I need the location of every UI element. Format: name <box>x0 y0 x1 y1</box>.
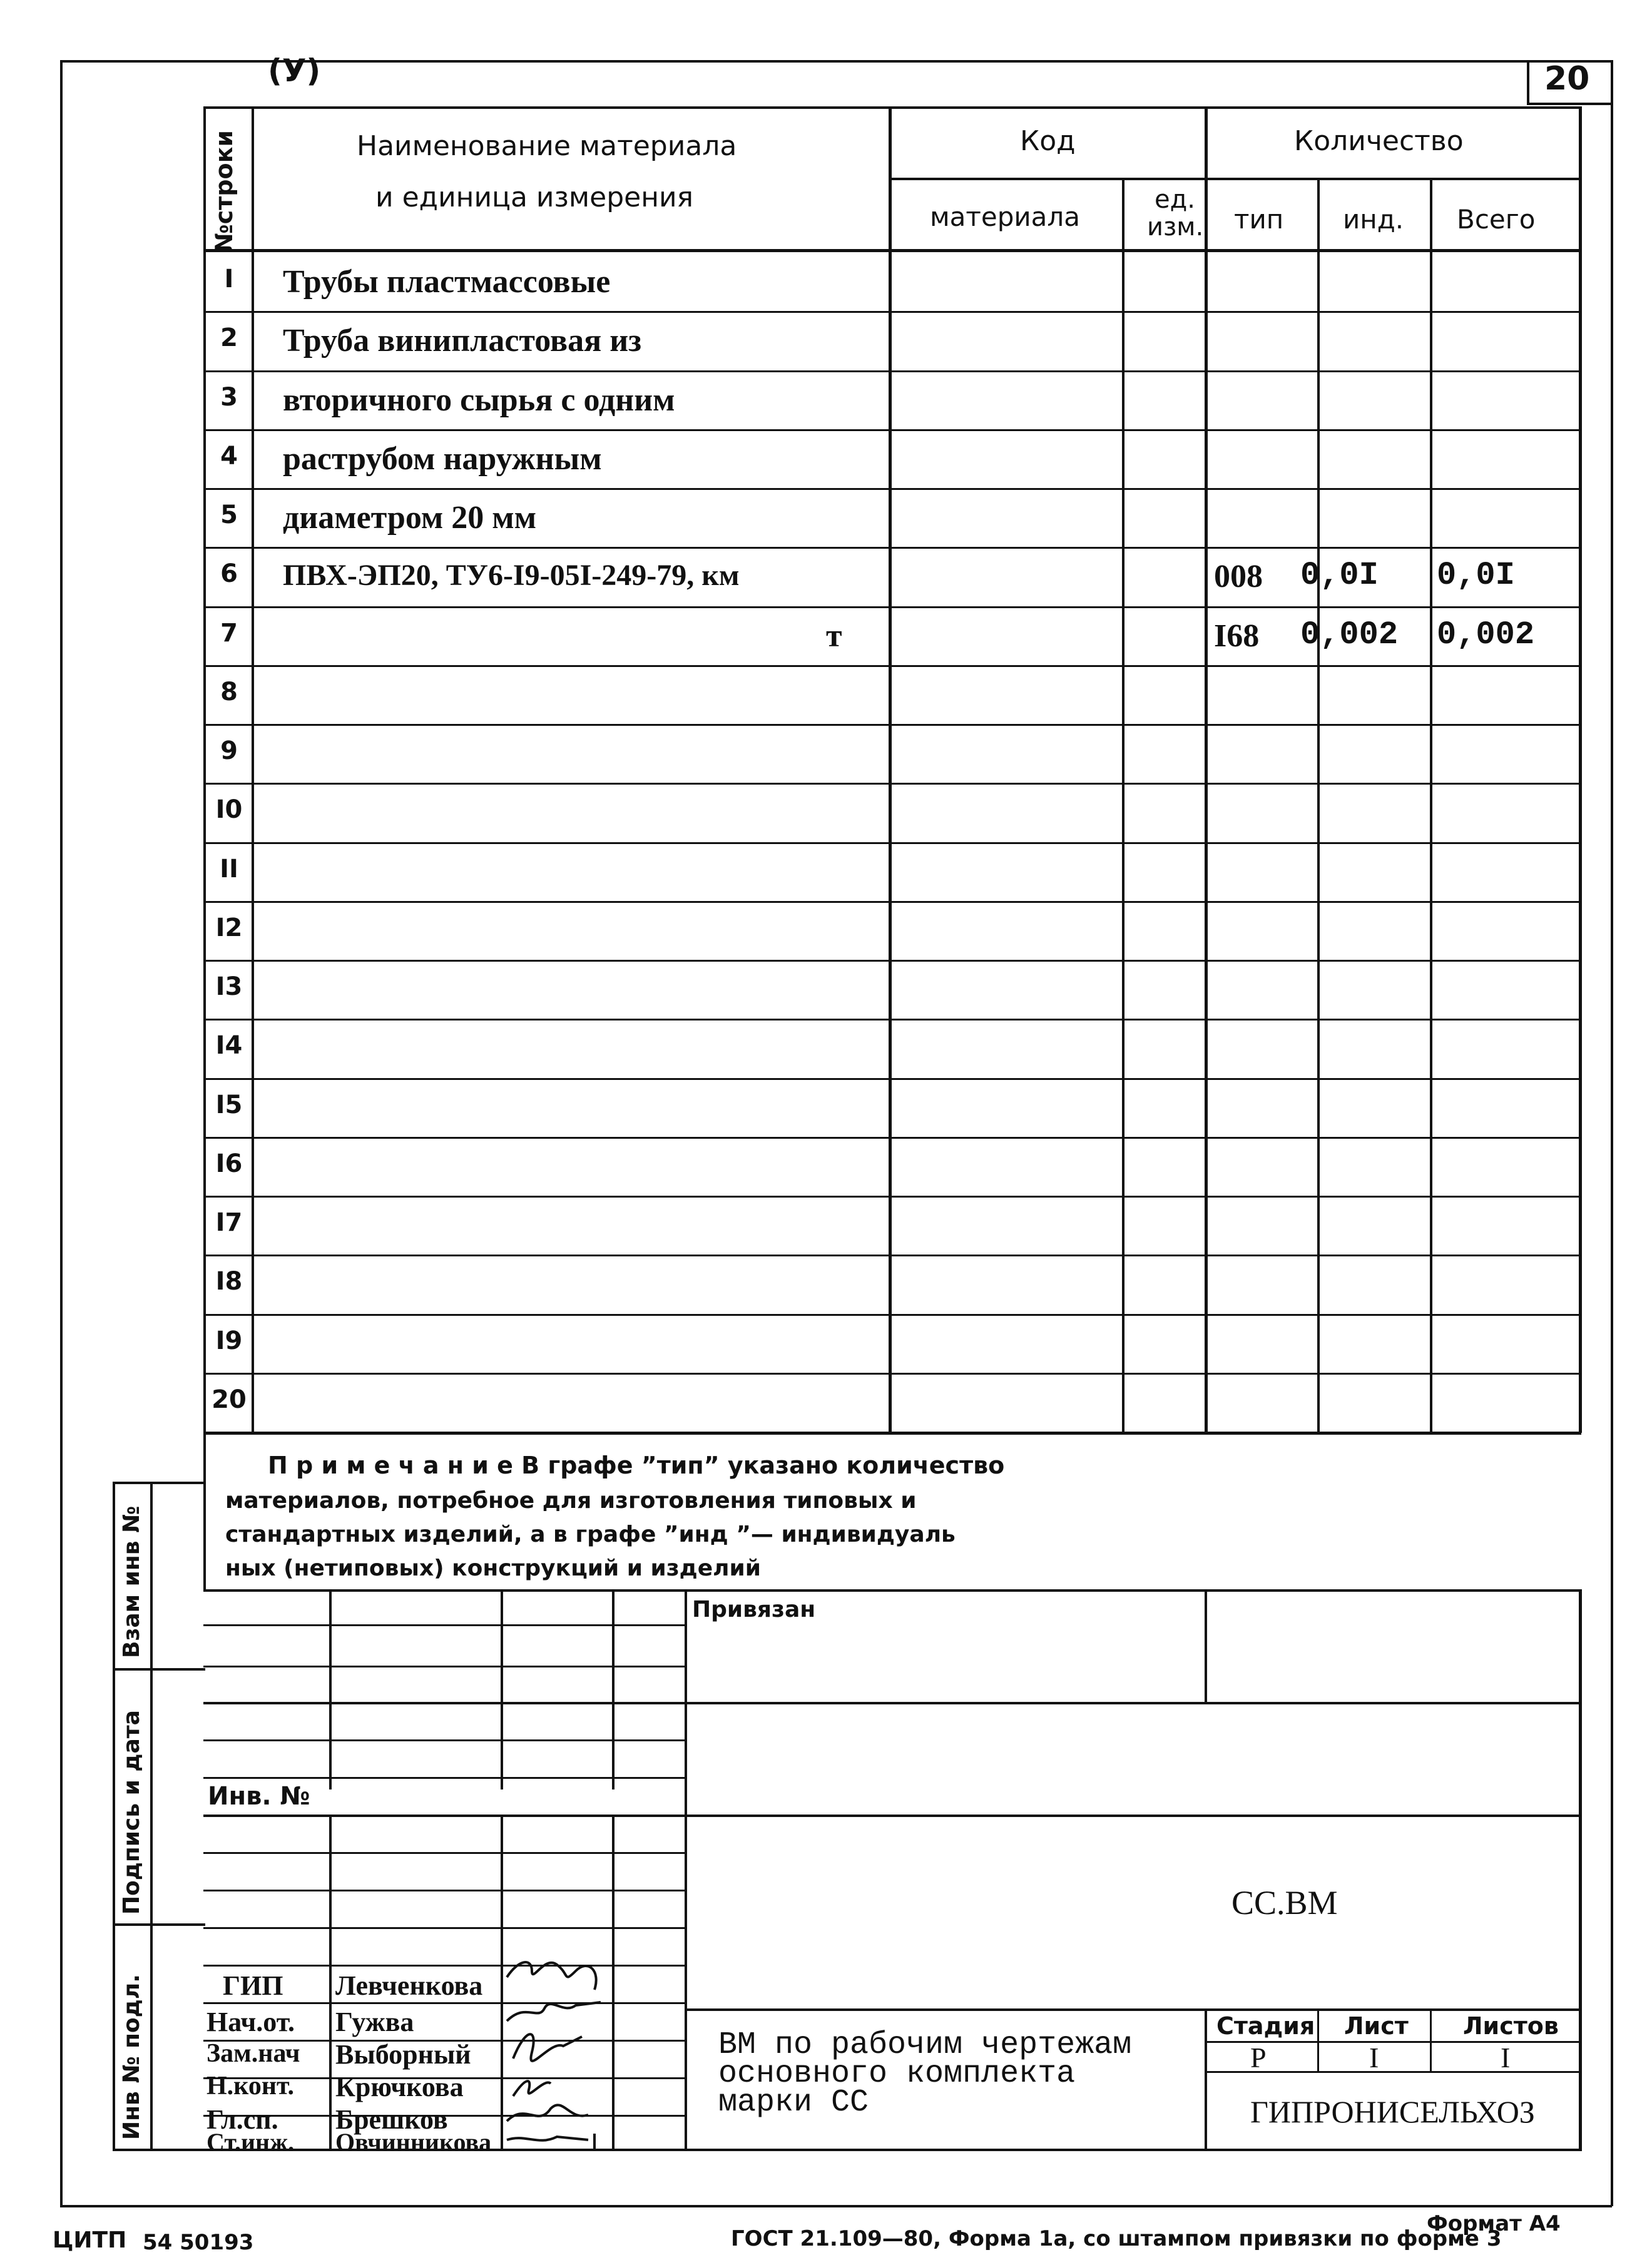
stamp-top <box>203 1589 1581 1592</box>
document-title-1: ВМ по рабочим чертежам <box>718 2027 1132 2063</box>
signer-name-4: Брешков <box>335 2104 448 2135</box>
col-line-no <box>252 106 254 1433</box>
side-strip-div-2 <box>113 1923 205 1926</box>
qty-type-header: тип <box>1234 204 1284 235</box>
row-name: Трубы пластмассовые <box>283 264 611 300</box>
row-separator <box>203 783 1581 785</box>
stamp-right <box>1579 1589 1582 2151</box>
stamp-stage-col-2 <box>1430 2008 1432 2071</box>
side-strip-bottom <box>113 2149 205 2151</box>
signature-scribble-3 <box>513 2081 551 2096</box>
stamp-col-1b <box>329 1815 332 2151</box>
row-separator <box>203 606 1581 608</box>
document-code: 54 50193 <box>143 2230 254 2255</box>
row-number: I3 <box>215 972 243 1001</box>
note-line-1: П р и м е ч а н и е В графе ”тип” указано количество <box>268 1452 1005 1479</box>
col-line-material <box>1122 178 1124 1433</box>
signature-scribble-0 <box>507 1962 596 1990</box>
code-unit-header-1: ед. <box>1155 185 1195 214</box>
qty-total-header: Всего <box>1457 204 1536 235</box>
row-name: диаметром 20 мм <box>283 500 537 536</box>
row-qty-ind: 0,0I <box>1300 557 1379 594</box>
organization-name: ГИПРОНИСЕЛЬХОЗ <box>1250 2094 1535 2129</box>
row-number: I4 <box>215 1031 243 1061</box>
row-name: Труба винипластовая из <box>283 323 642 359</box>
row-separator <box>203 960 1581 962</box>
page-number-divider <box>1527 60 1529 104</box>
signature-scribble-1 <box>507 2002 601 2021</box>
row-separator <box>203 1196 1581 1198</box>
stamp-row-h <box>203 1890 685 1891</box>
signer-name-5: Овчинникова <box>335 2128 492 2156</box>
stamp-col-3 <box>612 1589 614 1789</box>
signature-scribble-5 <box>507 2134 594 2149</box>
table-top <box>203 106 1581 109</box>
stage-label: Стадия <box>1216 2012 1315 2040</box>
row-name: ПВХ-ЭП20, ТУ6-I9-05I-249-79, км <box>283 559 740 593</box>
note-line-3: стандартных изделий, а в графе ”инд ”— индивидуаль <box>225 1522 956 1547</box>
page-number-bottom <box>1527 103 1612 105</box>
code-material-header: материала <box>930 201 1081 232</box>
signer-name-3: Крючкова <box>335 2072 464 2102</box>
name-header-1: Наименование материала <box>357 130 737 162</box>
sheet-label: Лист <box>1344 2012 1409 2040</box>
col-line-left <box>203 106 206 1589</box>
row-separator <box>203 547 1581 549</box>
row-separator <box>203 1255 1581 1256</box>
row-number: I9 <box>215 1326 243 1355</box>
row-number: 9 <box>220 736 238 765</box>
row-separator <box>203 842 1581 844</box>
row-number: II <box>220 854 238 883</box>
row-number: I5 <box>215 1090 243 1119</box>
row-unit-code: I68 <box>1214 618 1260 654</box>
table-subheader-line <box>889 178 1581 180</box>
quantity-header: Количество <box>1294 125 1464 157</box>
stamp-col-2 <box>501 1589 503 1789</box>
stamp-row-j <box>685 2008 1581 2011</box>
code-header: Код <box>1020 125 1076 157</box>
col-line-type <box>1317 178 1320 1433</box>
row-separator <box>203 1078 1581 1080</box>
frame-right <box>1611 60 1613 2206</box>
citp-label: ЦИТП <box>53 2227 127 2253</box>
page-number: 20 <box>1544 60 1590 98</box>
note-line-4: ных (нетиповых) конструкций и изделий <box>225 1555 761 1581</box>
podpis-data-label: Подпись и дата <box>119 1710 145 1915</box>
stamp-row-g <box>203 1852 685 1854</box>
signer-name-0: Левченкова <box>335 1970 483 2001</box>
signer-role-1: Нач.от. <box>206 2007 295 2037</box>
inv-podl-label: Инв № подл. <box>119 1974 145 2140</box>
side-strip-div-1 <box>113 1668 205 1671</box>
row-number-header: №строки <box>210 130 238 253</box>
stage-value: Р <box>1250 2042 1267 2074</box>
sheets-label: Листов <box>1463 2012 1559 2040</box>
row-number: 5 <box>220 501 238 529</box>
row-name: вторичного сырья с одним <box>283 382 675 418</box>
row-number: I <box>224 265 234 293</box>
row-number: I0 <box>215 795 243 825</box>
format-label: Формат А4 <box>1427 2211 1561 2236</box>
table-bottom <box>203 1432 1581 1435</box>
document-title-3: марки СС <box>718 2085 869 2120</box>
row-separator <box>203 1137 1581 1139</box>
qty-ind-header: инд. <box>1343 204 1404 235</box>
row-separator <box>203 370 1581 372</box>
row-number: 8 <box>220 677 238 706</box>
stamp-col-1 <box>329 1589 332 1789</box>
signer-role-3: Н.конт. <box>206 2072 294 2100</box>
row-name: т <box>826 618 842 654</box>
row-number: 4 <box>220 441 238 471</box>
stamp-col-4 <box>685 1589 687 2151</box>
signatures <box>501 1952 645 2152</box>
sheet-mark: (У) <box>268 53 321 89</box>
stamp-col-stage <box>1205 2008 1207 2151</box>
stamp-row-d <box>203 1739 685 1741</box>
row-number: 2 <box>220 323 238 353</box>
row-number: 20 <box>212 1385 247 1414</box>
col-line-right <box>1579 106 1582 1433</box>
document-designation: СС.ВМ <box>1231 1884 1338 1922</box>
col-line-ind <box>1430 178 1432 1433</box>
row-number: I2 <box>215 913 243 942</box>
row-number: I8 <box>215 1267 243 1296</box>
stamp-row-i <box>203 1927 685 1929</box>
row-number: 6 <box>220 559 238 589</box>
signer-role-4: Гл.сп. <box>206 2104 278 2135</box>
stamp-stage-col-1 <box>1317 2008 1319 2071</box>
privyazan-label: Привязан <box>692 1597 816 1622</box>
row-separator <box>203 429 1581 431</box>
signature-scribble-4 <box>507 2105 588 2121</box>
code-unit-header-2: изм. <box>1147 213 1204 242</box>
frame-left <box>60 60 63 2206</box>
signer-name-2: Выборный <box>335 2039 471 2070</box>
inv-no-label: Инв. № <box>208 1782 310 1811</box>
row-qty-total: 0,002 <box>1437 616 1535 653</box>
row-number: I7 <box>215 1208 243 1237</box>
stamp-col-priv <box>1205 1589 1207 1704</box>
row-separator <box>203 665 1581 667</box>
document-title-2: основного комплекта <box>718 2056 1076 2092</box>
row-separator <box>203 1019 1581 1021</box>
row-qty-total: 0,0I <box>1437 557 1515 594</box>
name-header-2: и единица измерения <box>375 181 694 213</box>
table-header-bottom <box>203 249 1581 252</box>
row-separator <box>203 901 1581 903</box>
stamp-row-e <box>203 1777 685 1779</box>
col-line-name <box>889 106 892 1433</box>
row-separator <box>203 1373 1581 1375</box>
row-separator <box>203 488 1581 490</box>
row-name: раструбом наружным <box>283 440 602 477</box>
stamp-row-a <box>203 1624 685 1626</box>
side-strip-inner <box>150 1482 153 2151</box>
vzam-inv-label: Взам инв № <box>119 1505 145 1658</box>
gost-reference: ГОСТ 21.109—80, Форма 1а, со штампом привязки по форме 3 <box>731 2226 1502 2251</box>
row-qty-ind: 0,002 <box>1300 616 1399 653</box>
stamp-row-b <box>203 1666 685 1667</box>
sheets-value: I <box>1501 2042 1511 2074</box>
col-line-unit <box>1205 106 1208 1433</box>
row-unit-code: 008 <box>1214 559 1263 595</box>
note-line-2: материалов, потребное для изготовления типовых и <box>225 1488 917 1514</box>
sheet-value: I <box>1369 2042 1379 2074</box>
row-separator <box>203 724 1581 726</box>
row-number: 7 <box>220 618 238 648</box>
signer-name-1: Гужва <box>335 2007 414 2037</box>
row-separator <box>203 1314 1581 1316</box>
signer-role-0: ГИП <box>223 1970 283 2001</box>
stamp-row-f <box>203 1815 1581 1817</box>
signature-scribble-2 <box>513 2034 582 2061</box>
row-number: I6 <box>215 1149 243 1178</box>
row-number: 3 <box>220 382 238 412</box>
stamp-row-c <box>203 1702 1581 1704</box>
side-strip-top <box>113 1482 205 1484</box>
frame-bottom <box>60 2205 1612 2207</box>
signer-role-2: Зам.нач <box>206 2039 300 2068</box>
row-separator <box>203 311 1581 313</box>
side-strip-left <box>113 1482 115 2151</box>
signer-role-5: Ст.инж. <box>206 2128 295 2156</box>
